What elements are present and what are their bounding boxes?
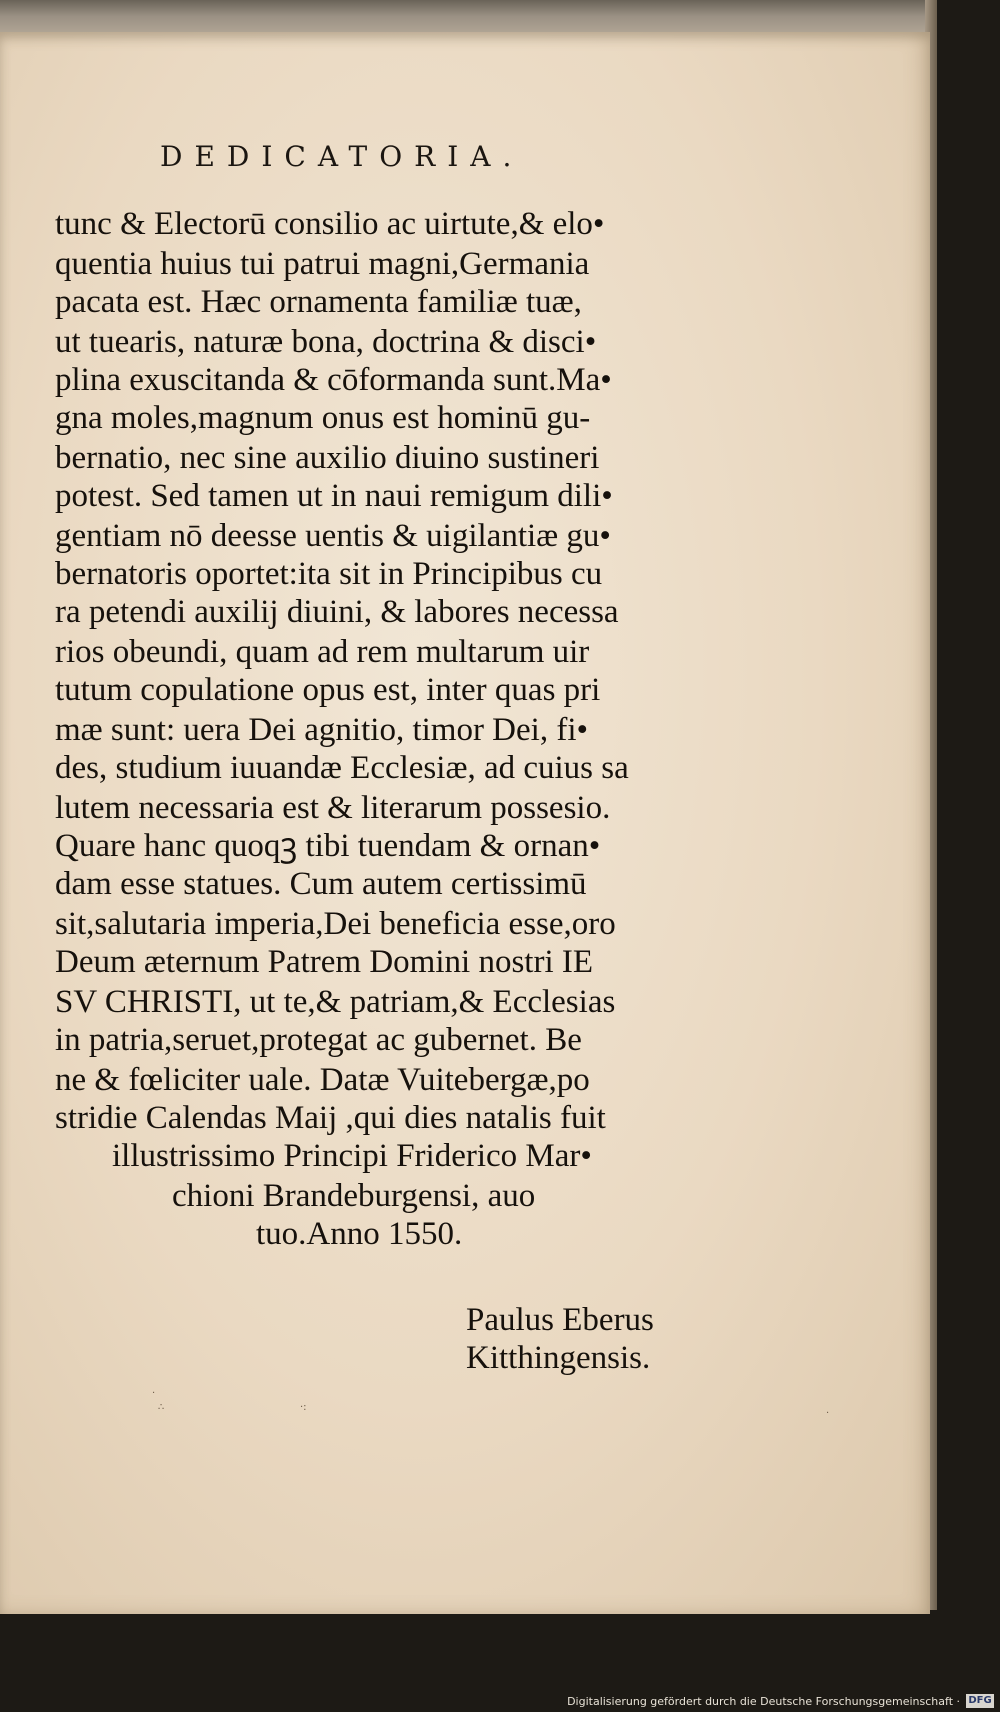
body-line: ra petendi auxilij diuini, & labores necessa	[55, 594, 619, 630]
closing-line: illustrissimo Principi Friderico Mar•	[112, 1138, 592, 1174]
body-line: lutem necessaria est & literarum possesio.	[55, 790, 611, 826]
body-line: dam esse statues. Cum autem certissimū	[55, 866, 587, 902]
body-line: ut tuearis, naturæ bona, doctrina & disci•	[55, 324, 597, 360]
body-line: pacata est. Hæc ornamenta familiæ tuæ,	[55, 284, 582, 320]
signature-origin: Kitthingensis.	[466, 1340, 651, 1376]
body-line: ne & fœliciter uale. Datæ Vuitebergæ,po	[55, 1062, 590, 1098]
closing-line: tuo.Anno 1550.	[256, 1216, 463, 1252]
body-line: Deum æternum Patrem Domini nostri IE	[55, 944, 594, 980]
body-line: Quare hanc quoqꝫ tibi tuendam & ornan•	[55, 828, 601, 864]
body-line: gentiam nō deesse uentis & uigilantiæ gu•	[55, 518, 611, 554]
body-line: quentia huius tui patrui magni,Germania	[55, 246, 590, 282]
body-line: potest. Sed tamen ut in naui remigum dili•	[55, 478, 613, 514]
book-page	[0, 32, 930, 1614]
signature-name: Paulus Eberus	[466, 1302, 654, 1338]
running-head: DEDICATORIA.	[160, 140, 524, 173]
ink-speck: ∴	[158, 1402, 165, 1413]
body-line: bernatio, nec sine auxilio diuino sustineri	[55, 440, 600, 476]
body-line: tunc & Electorū consilio ac uirtute,& elo•	[55, 206, 605, 242]
dfg-logo-icon: DFG	[966, 1694, 994, 1708]
body-line: plina exuscitanda & cōformanda sunt.Ma•	[55, 362, 612, 398]
body-line: mæ sunt: uera Dei agnitio, timor Dei, fi•	[55, 712, 589, 748]
ink-speck: ·	[152, 1388, 156, 1399]
body-line: stridie Calendas Maij ,qui dies natalis fuit	[55, 1100, 606, 1136]
body-line: rios obeundi, quam ad rem multarum uir	[55, 634, 590, 670]
digitization-footer	[0, 1692, 1000, 1712]
closing-line: chioni Brandeburgensi, auo	[172, 1178, 536, 1214]
body-line: tutum copulatione opus est, inter quas pri	[55, 672, 601, 708]
body-line: des, studium iuuandæ Ecclesiæ, ad cuius sa	[55, 750, 629, 786]
body-line: SV CHRISTI, ut te,& patriam,& Ecclesias	[55, 984, 616, 1020]
ink-speck: ·:	[300, 1402, 307, 1413]
body-line: gna moles,magnum onus est hominū gu-	[55, 400, 591, 436]
body-line: bernatoris oportet:ita sit in Principibus cu	[55, 556, 603, 592]
body-line: sit,salutaria imperia,Dei beneficia esse,oro	[55, 906, 616, 942]
ink-speck: ·	[826, 1408, 830, 1419]
funding-credit: Digitalisierung gefördert durch die Deutsche Forschungsgemeinschaft ·	[567, 1695, 960, 1708]
body-line: in patria,seruet,protegat ac gubernet. Be	[55, 1022, 582, 1058]
